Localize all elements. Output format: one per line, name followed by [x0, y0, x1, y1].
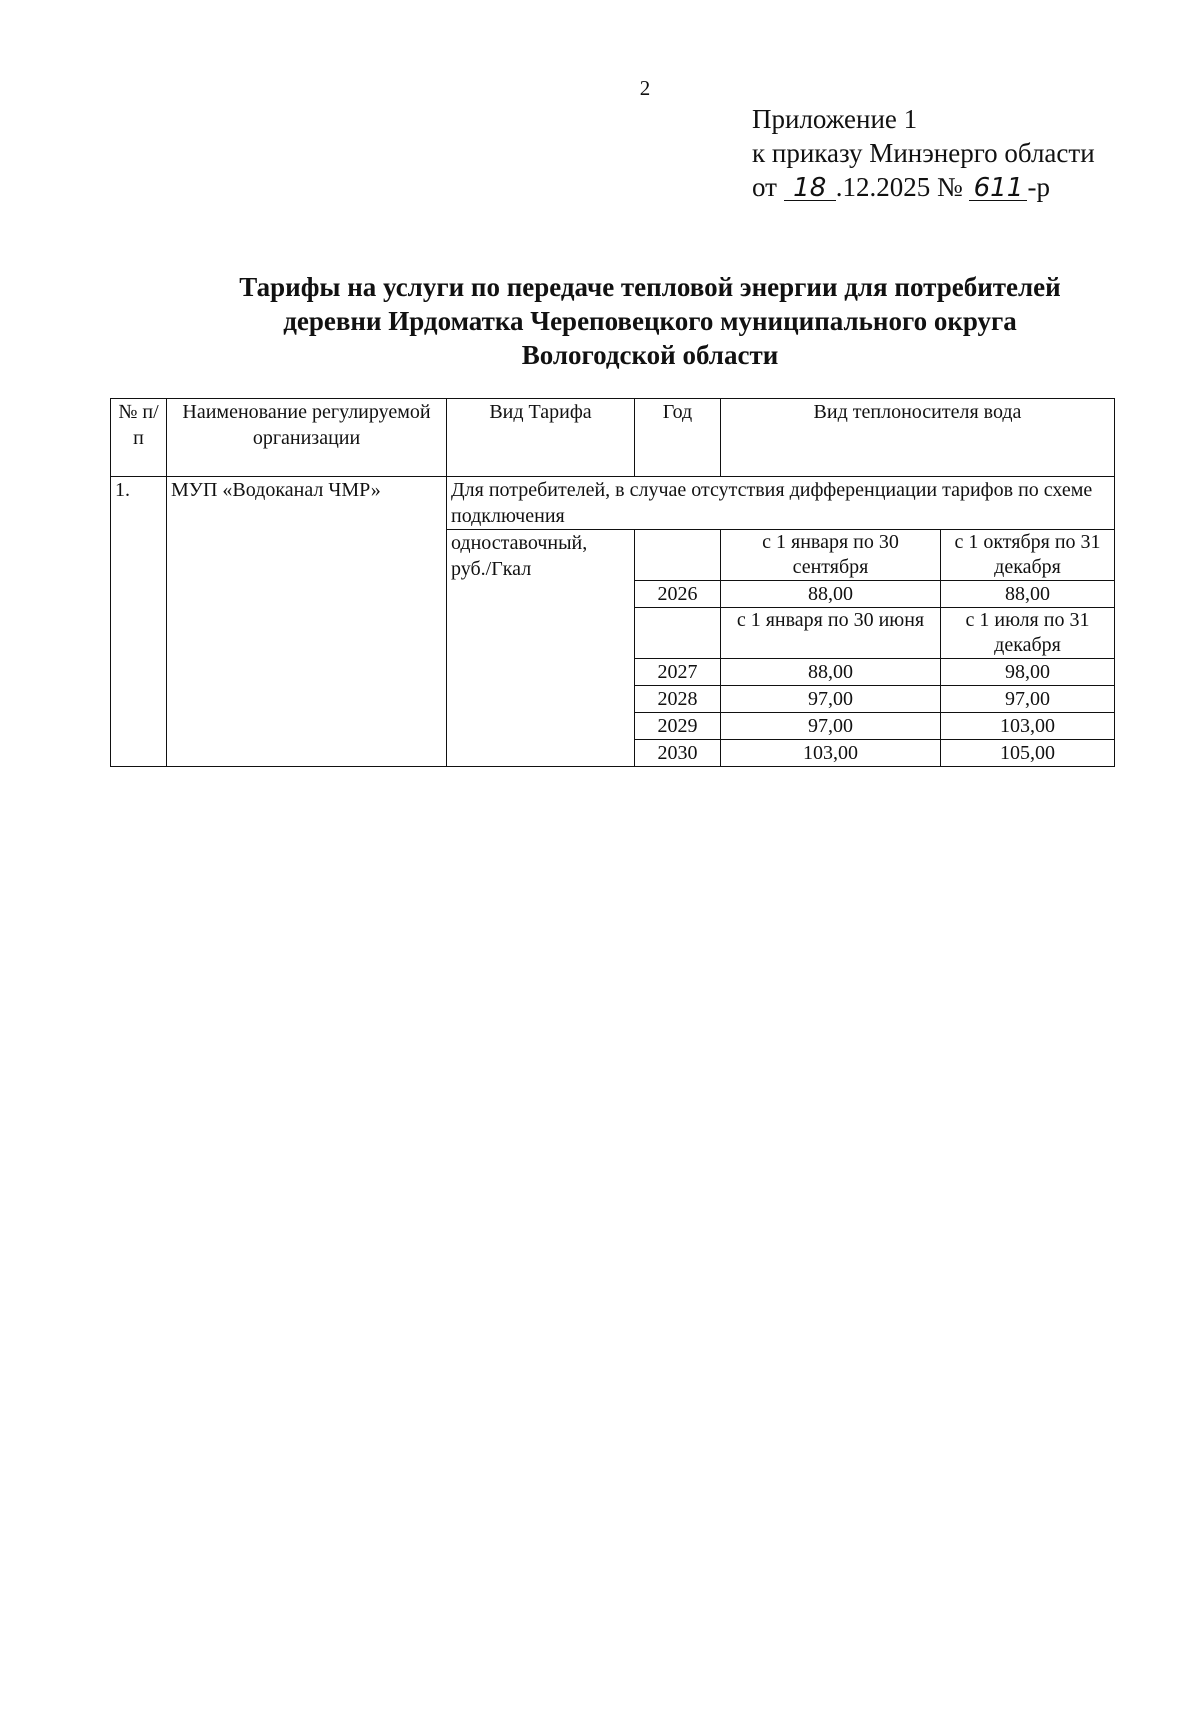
period-a-second: с 1 октября по 31 декабря: [941, 530, 1115, 581]
row-number: 1.: [111, 477, 167, 767]
organization-name: МУП «Водоканал ЧМР»: [167, 477, 447, 767]
appendix-order-reference: к приказу Минэнерго области: [752, 138, 1095, 168]
tariff-value-first: 88,00: [721, 581, 941, 608]
tariff-value-second: 103,00: [941, 713, 1115, 740]
year-cell: 2027: [635, 659, 721, 686]
header-heat-carrier: Вид теплоносителя вода: [721, 399, 1115, 477]
period-a-first: с 1 января по 30 сентября: [721, 530, 941, 581]
page-number: 2: [639, 76, 651, 100]
period-b-second: с 1 июля по 31 декабря: [941, 608, 1115, 659]
handwritten-order-number: 611: [969, 174, 1027, 202]
year-empty-cell: [635, 608, 721, 659]
table-row: [111, 477, 1115, 530]
header-tariff-type: Вид Тарифа: [447, 399, 635, 477]
handwritten-day: 18: [784, 174, 836, 202]
tariff-table: [110, 398, 1115, 767]
year-cell: 2029: [635, 713, 721, 740]
appendix-title: Приложение 1: [752, 104, 918, 134]
appendix-block: [752, 102, 1095, 204]
table-header-row: [111, 399, 1115, 477]
tariff-value-first: 103,00: [721, 740, 941, 767]
tariff-value-first: 97,00: [721, 713, 941, 740]
consumer-category: Для потребителей, в случае отсутствия дифференциации тарифов по схеме подключения: [447, 477, 1115, 530]
year-cell: 2026: [635, 581, 721, 608]
tariff-type-value: одноставочный, руб./Гкал: [447, 530, 635, 767]
tariff-value-second: 97,00: [941, 686, 1115, 713]
title-line-3: Вологодской области: [521, 340, 779, 370]
date-rest: .12.2025 №: [835, 172, 963, 202]
header-organization: Наименование регулируемой организации: [167, 399, 447, 477]
order-suffix: -р: [1027, 172, 1050, 202]
tariff-value-first: 97,00: [721, 686, 941, 713]
tariff-value-second: 98,00: [941, 659, 1115, 686]
year-cell: 2030: [635, 740, 721, 767]
year-empty-cell: [635, 530, 721, 581]
header-num: № п/п: [111, 399, 167, 477]
date-prefix: от: [752, 172, 777, 202]
tariff-value-first: 88,00: [721, 659, 941, 686]
period-b-first: с 1 января по 30 июня: [721, 608, 941, 659]
title-line-1: Тарифы на услуги по передаче тепловой энергии для потребителей: [239, 272, 1061, 302]
tariff-value-second: 88,00: [941, 581, 1115, 608]
header-year: Год: [635, 399, 721, 477]
title-line-2: деревни Ирдоматка Череповецкого муниципального округа: [283, 306, 1017, 336]
tariff-value-second: 105,00: [941, 740, 1115, 767]
appendix-order-date-line: [752, 170, 1095, 204]
document-title: [160, 270, 1140, 372]
year-cell: 2028: [635, 686, 721, 713]
